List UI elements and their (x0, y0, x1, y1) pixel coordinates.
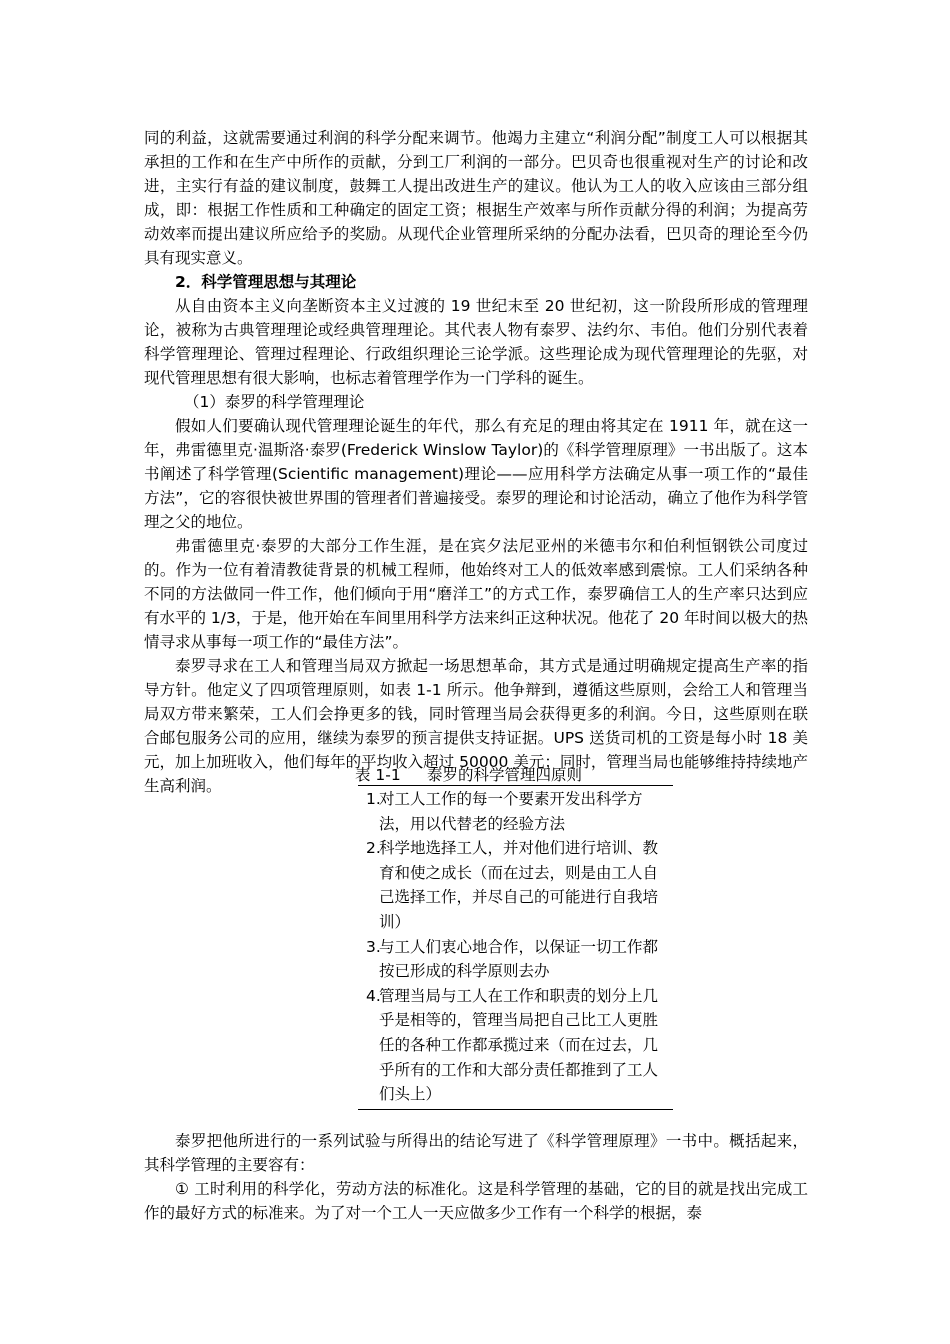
top-text-block (144, 126, 808, 798)
table-row (358, 935, 673, 984)
table-row-number: 2. (366, 839, 381, 858)
table-row-text: 管理当局与工人在工作和职责的划分上几乎是相等的，管理当局把自己比工人更胜任的各种工作都承揽过来（而在过去，几乎所有的工作和大部分责任都推到了工人们头上） (379, 986, 659, 1104)
subsection-heading: （1）泰罗的科学管理理论 (184, 393, 365, 411)
table-row-text: 对工人工作的每一个要素开发出科学方法，用以代替老的经验方法 (379, 790, 643, 833)
paragraph-taylor-revolution: 泰罗寻求在工人和管理当局双方掀起一场思想革命，其方式是通过明确规定提高生产率的指导方针。他定义了四项管理原则，如表 1-1 所示。他争辩到，遵循这些原则，会给工人和管理当局双方带来繁荣，工人们会挣更多的钱，同时管理当局会获得更多的利润。今日，这些原则在联合邮包服务公司的应用，继续为泰罗的预言提供支持证据。UPS 送货司机的工资是每小时 18 美元，加上加班收入，他们每年的平均收入超过 50000 美元；同时，管理当局也能够维持持续地产生高利润。 (144, 657, 808, 795)
principles-table (358, 785, 673, 1110)
table-row-number: 4. (366, 986, 381, 1005)
table-row-number: 3. (366, 937, 381, 956)
bottom-text-block (144, 1129, 808, 1225)
paragraph-summary: 泰罗把他所进行的一系列试验与所得出的结论写进了《科学管理原理》一书中。概括起来，其科学管理的主要容有： (144, 1132, 808, 1174)
table-caption-number: 表 1-1 (355, 766, 401, 784)
table-row-number: 1. (366, 790, 381, 808)
paragraph-continued: 同的利益，这就需要通过利润的科学分配来调节。他竭力主建立“利润分配”制度工人可以根据其承担的工作和在生产中所作的贡献，分到工厂利润的一部分。巴贝奇也很重视对生产的讨论和改进，主实行有益的建议制度，鼓舞工人提出改进生产的建议。他认为工人的收入应该由三部分组成，即：根据工作性质和工种确定的固定工资；根据生产效率与所作贡献分得的利润；为提高劳动效率而提出建议所应给予的奖励。从现代企业管理所采纳的分配办法看，巴贝奇的理论至今仍具有现实意义。 (144, 129, 808, 267)
paragraph-taylor-career: 弗雷德里克·泰罗的大部分工作生涯，是在宾夕法尼亚州的米德韦尔和伯利恒钢铁公司度过的。作为一位有着清教徒背景的机械工程师，他始终对工人的低效率感到震惊。工人们采纳各种不同的方法做同一件工作，他们倾向于用“磨洋工”的方式工作，泰罗确信工人的生产率只达到应有水平的 1/3，于是，他开始在车间里用科学方法来纠正这种状况。他花了 20 年时间以极大的热情寻求从事每一项工作的“最佳方法”。 (144, 537, 808, 651)
table-row (358, 787, 673, 836)
table-row-text: 与工人们衷心地合作，以保证一切工作都按已形成的科学原则去办 (379, 937, 659, 981)
table-caption-title: 泰罗的科学管理四原则 (427, 766, 583, 784)
table-row (358, 836, 673, 934)
section-heading: 2．科学管理思想与其理论 (175, 273, 357, 291)
paragraph-point-one: ① 工时利用的科学化，劳动方法的标准化。这是科学管理的基础，它的目的就是找出完成工作的最好方式的标准来。为了对一个工人一天应做多少工作有一个科学的根据，泰 (144, 1180, 808, 1222)
paragraph-taylor-1911: 假如人们要确认现代管理理论诞生的年代，那么有充足的理由将其定在 1911 年，就在这一年，弗雷德里克·温斯洛·泰罗(Frederick Winslow Taylor)的《科学管理原理》一书出版了。这本书阐述了科学管理(Scientific management)理论——应用科学方法确定从事一项工作的“最佳方法”，它的容很快被世界围的管理者们普遍接受。泰罗的理论和讨论活动，确立了他作为科学管理之父的地位。 (144, 417, 808, 531)
table-caption (355, 764, 675, 786)
table-row-text: 科学地选择工人，并对他们进行培训、教育和使之成长（而在过去，则是由工人自己选择工作，并尽自己的可能进行自我培训） (379, 839, 659, 931)
paragraph-section-intro: 从自由资本主义向垄断资本主义过渡的 19 世纪末至 20 世纪初，这一阶段所形成的管理理论，被称为古典管理理论或经典管理理论。其代表人物有泰罗、法约尔、韦伯。他们分别代表着科学管理理论、管理过程理论、行政组织理论三论学派。这些理论成为现代管理理论的先驱，对现代管理思想有很大影响，也标志着管理学作为一门学科的诞生。 (144, 297, 808, 387)
table-row (358, 984, 673, 1107)
